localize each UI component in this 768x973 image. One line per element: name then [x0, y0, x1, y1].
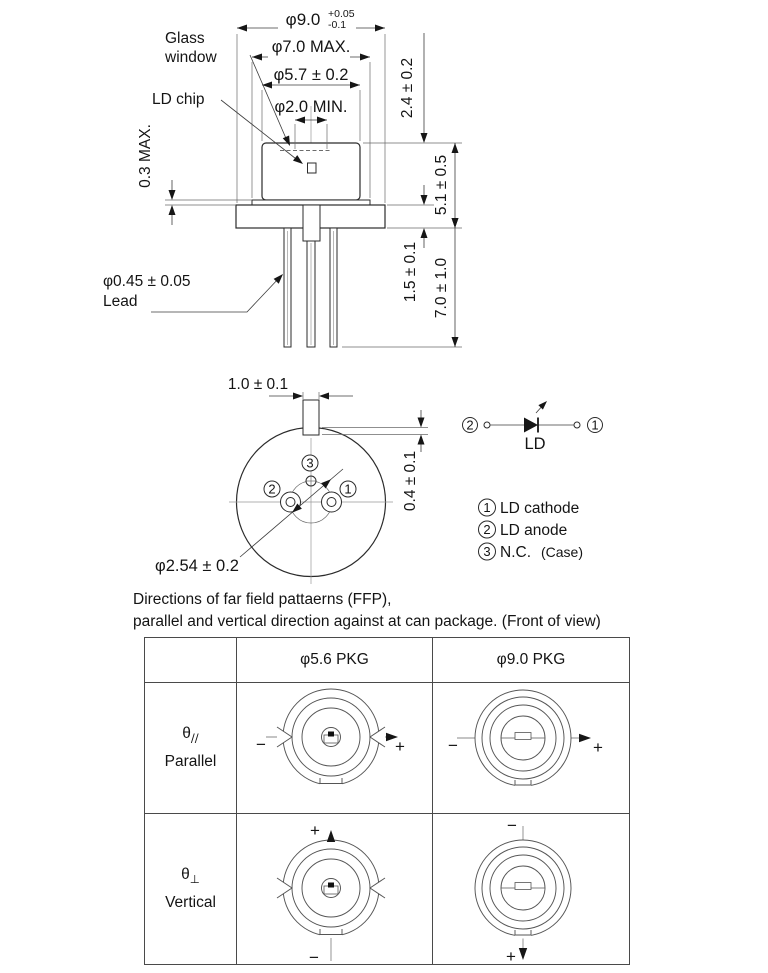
pin-3-number: 3 [306, 455, 314, 471]
vertical-label: Vertical [165, 894, 216, 912]
ffp-caption-line2: parallel and vertical direction against at can package. (Front of view) [133, 613, 601, 630]
ffp-cell-9-0-parallel [433, 683, 629, 814]
minus-sign: − [506, 815, 517, 835]
ffp-table [144, 637, 630, 965]
parallel-label: Parallel [164, 753, 217, 771]
dim-h15-text: 1.5 ± 0.1 [402, 241, 419, 303]
theta-parallel-sub: // [190, 731, 199, 746]
pin-list-num-2: 2 [483, 522, 491, 537]
ffp-row-label-parallel [145, 683, 237, 814]
dim-h24-text: 2.4 ± 0.2 [399, 57, 416, 119]
ld-chip-square [308, 163, 317, 173]
can-9-0-parallel-drawing [434, 683, 629, 813]
can-9-0-vertical-drawing [434, 815, 629, 964]
glass-window-label-2: window [165, 49, 217, 66]
plus-sign: + [310, 820, 320, 840]
minus-sign: − [309, 947, 319, 964]
circuit-pin-2: 2 [466, 417, 474, 433]
pin-list-num-1: 1 [483, 500, 491, 515]
side-view-package [236, 106, 385, 347]
pin-circle-dim-text: φ2.54 ± 0.2 [155, 557, 239, 575]
ld-circuit [463, 399, 603, 433]
dim-h70-text: 7.0 ± 1.0 [433, 257, 450, 319]
ffp-header-9-0: φ9.0 PKG [433, 638, 629, 683]
pin-1-number: 1 [344, 481, 352, 497]
index-tab [303, 400, 319, 435]
ffp-cell-5-6-parallel [237, 683, 433, 814]
tab-width-dim-text: 1.0 ± 0.1 [227, 376, 289, 393]
dim-d57-text: φ5.7 ± 0.2 [273, 66, 349, 84]
plus-sign: + [395, 737, 405, 756]
pin-list-suffix-3: (Case) [541, 544, 584, 560]
theta-vertical-sub: ⊥ [189, 872, 200, 887]
dim-d2-text: φ2.0 MIN. [274, 98, 348, 116]
lead-dia-label: φ0.45 ± 0.05 [103, 273, 191, 290]
can-5-6-parallel-drawing [237, 683, 432, 813]
circuit-pin-1: 1 [591, 417, 599, 433]
dim-d9-text: φ9.0 [285, 10, 321, 29]
pin-2-number: 2 [268, 481, 276, 497]
can-5-6-vertical-drawing [237, 815, 432, 964]
theta-vertical-symbol: θ [181, 865, 190, 883]
ld-circuit-label: LD [524, 435, 546, 453]
ffp-corner-cell [145, 638, 237, 683]
glass-window-label-1: Glass [165, 30, 205, 47]
pin-list-name-2: LD anode [500, 522, 568, 539]
theta-parallel-symbol: θ [182, 724, 191, 742]
plus-sign: + [505, 946, 516, 964]
minus-sign: − [447, 736, 458, 755]
dim-h51-text: 5.1 ± 0.5 [433, 154, 450, 216]
ffp-caption-line1: Directions of far field pattaerns (FFP), [133, 591, 392, 608]
ffp-cell-9-0-vertical [433, 814, 629, 964]
ffp-row-label-vertical [145, 814, 237, 964]
dim-d9-tol-minus: -0.1 [328, 19, 347, 31]
ffp-header-5-6: φ5.6 PKG [237, 638, 433, 683]
plus-sign: + [592, 738, 603, 757]
diode-triangle [524, 418, 538, 433]
minus-sign: − [256, 735, 266, 754]
pin-list-name-1: LD cathode [500, 500, 580, 517]
dim-d7-text: φ7.0 MAX. [271, 38, 351, 56]
notch-depth-dim-text: 0.4 ± 0.1 [402, 450, 419, 512]
vertical-axis-arrow [518, 948, 526, 960]
cap-lip-dim-text: 0.3 MAX. [137, 124, 154, 188]
vertical-axis-arrow [327, 830, 335, 842]
ffp-cell-5-6-vertical [237, 814, 433, 964]
bottom-view [229, 392, 428, 584]
pin-list-name-3: N.C. [500, 544, 531, 561]
dim-d9-tol-plus: +0.05 [328, 8, 355, 20]
ffp-caption [133, 589, 673, 633]
pin-list-num-3: 3 [483, 544, 491, 559]
lead-label: Lead [103, 293, 138, 310]
ld-chip-label: LD chip [152, 91, 205, 108]
parallel-axis-arrow [579, 734, 591, 742]
